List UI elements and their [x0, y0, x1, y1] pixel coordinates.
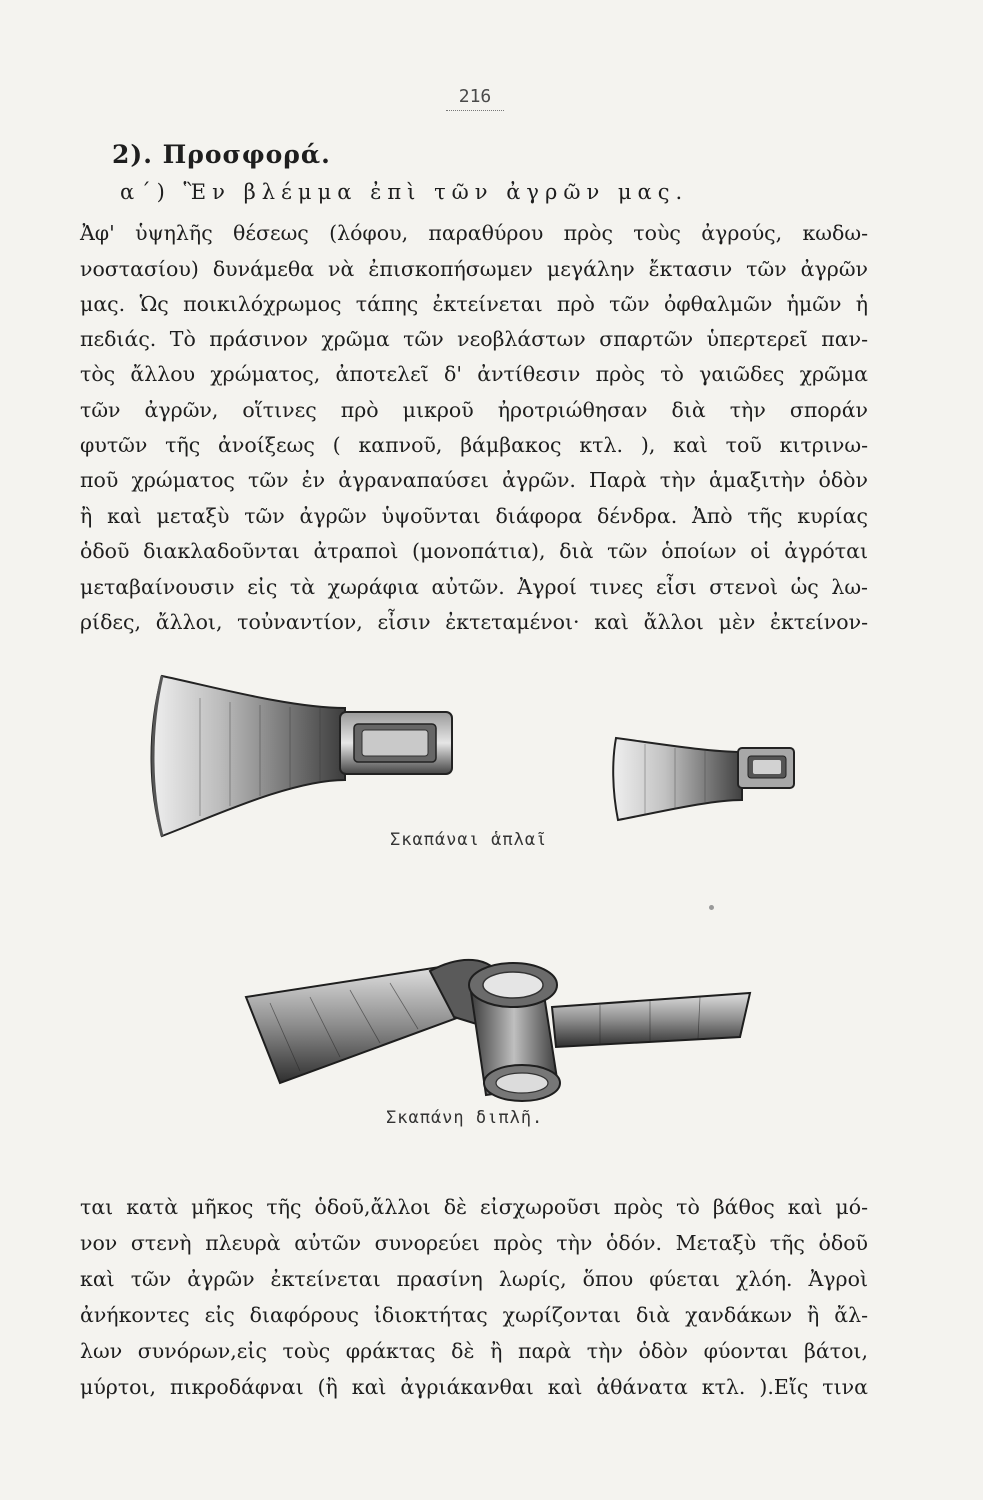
text-line: ἢ καὶ μεταξὺ τῶν ἀγρῶν ὑψοῦνται διάφορα δένδρα. Ἀπὸ τῆς κυρίας: [80, 504, 868, 528]
text-line: μεταβαίνουσιν εἰς τὰ χωράφια αὐτῶν. Ἀγροί τινες εἶσι στενοὶ ὡς λω-: [80, 575, 868, 599]
text-line: μύρτοι, πικροδάφναι (ἢ καὶ ἀγριάκανθαι καὶ ἀθάνατα κτλ. ).Εἴς τινα: [80, 1375, 868, 1399]
sub-heading: α΄) Ἓν βλέμμα ἐπὶ τῶν ἀγρῶν μας.: [120, 180, 689, 204]
ink-speck: [709, 905, 714, 910]
text-line: νοστασίου) δυνάμεθα νὰ ἐπισκοπήσωμεν μεγάλην ἔκτασιν τῶν ἀγρῶν: [80, 257, 868, 281]
text-line: ρίδες, ἄλλοι, τοὐναντίον, εἶσιν ἐκτεταμένοι· καὶ ἄλλοι μὲν ἐκτείνον-: [80, 610, 868, 634]
text-line: ποῦ χρώματος τῶν ἐν ἀγραναπαύσει ἀγρῶν. Παρὰ τὴν ἁμαξιτὴν ὁδὸν: [80, 468, 868, 492]
double-hoe-illustration: [240, 945, 760, 1105]
page-number: 216: [446, 86, 504, 111]
caption-simple-hoes: Σκαπάναι ἁπλαῖ: [390, 830, 548, 850]
text-line: ἀνήκοντες εἰς διαφόρους ἰδιοκτήτας χωρίζονται διὰ χανδάκων ἢ ἄλ-: [80, 1303, 868, 1327]
text-line: τὸς ἄλλου χρώματος, ἀποτελεῖ δ' ἀντίθεσιν πρὸς τὸ γαιῶδες χρῶμα: [80, 362, 868, 386]
text-line: Ἀφ' ὑψηλῆς θέσεως (λόφου, παραθύρου πρὸς τοὺς ἀγρούς, κωδω-: [80, 221, 868, 245]
section-heading: 2). Προσφορά.: [112, 140, 331, 169]
text-line: φυτῶν τῆς ἀνοίξεως ( καπνοῦ, βάμβακος κτλ. ), καὶ τοῦ κιτρινω-: [80, 433, 868, 457]
text-line: τῶν ἀγρῶν, οἵτινες πρὸ μικροῦ ἠροτριώθησαν διὰ τὴν σποράν: [80, 398, 868, 422]
text-line: ται κατὰ μῆκος τῆς ὁδοῦ,ἄλλοι δὲ εἰσχωροῦσι πρὸς τὸ βάθος καὶ μό-: [80, 1195, 868, 1219]
text-line: νον στενὴ πλευρὰ αὐτῶν συνορεύει πρὸς τὴν ὁδόν. Μεταξὺ τῆς ὁδοῦ: [80, 1231, 868, 1255]
caption-double-hoe: Σκαπάνη διπλῆ.: [386, 1108, 544, 1128]
text-line: λων συνόρων,εἰς τοὺς φράκτας δὲ ἢ παρὰ τὴν ὁδὸν φύονται βάτοι,: [80, 1339, 868, 1363]
text-line: καὶ τῶν ἀγρῶν ἐκτείνεται πρασίνη λωρίς, ὅπου φύεται χλόη. Ἀγροὶ: [80, 1267, 868, 1291]
text-line: μας. Ὡς ποικιλόχρωμος τάπης ἐκτείνεται πρὸ τῶν ὀφθαλμῶν ἡμῶν ἡ: [80, 292, 868, 316]
text-line: πεδιάς. Τὸ πράσινον χρῶμα τῶν νεοβλάστων σπαρτῶν ὑπερτερεῖ παν-: [80, 327, 868, 351]
simple-hoe-small-illustration: [610, 730, 800, 830]
simple-hoe-large-illustration: [140, 668, 460, 843]
text-line: ὁδοῦ διακλαδοῦνται ἀτραποὶ (μονοπάτια), διὰ τῶν ὁποίων οἱ ἀγρόται: [80, 539, 868, 563]
